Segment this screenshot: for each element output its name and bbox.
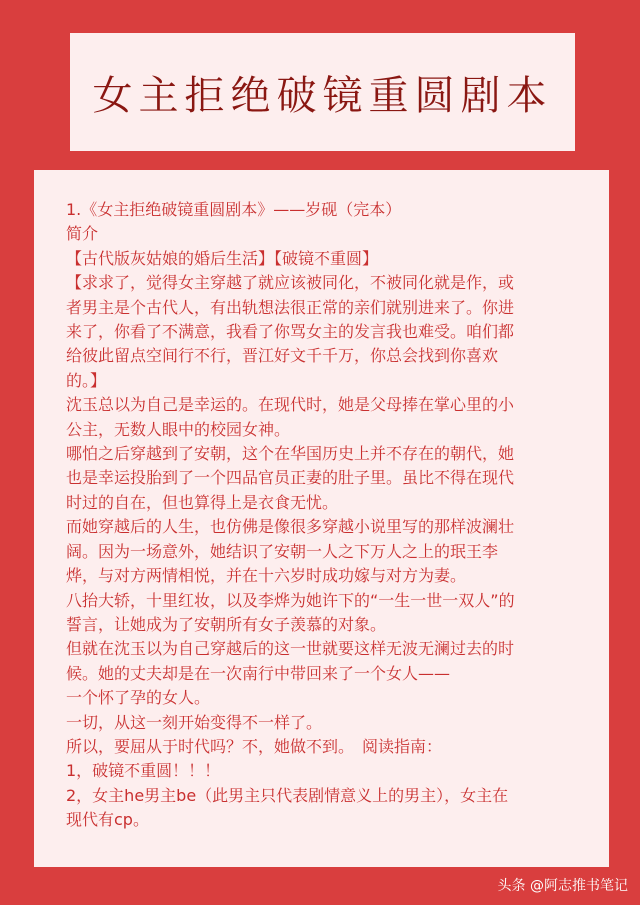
text-line: 现代有cp。	[66, 810, 149, 830]
text-line: 2，女主he男主be（此男主只代表剧情意义上的男主），女主在	[66, 785, 509, 805]
text-line: 一个怀了孕的女人。	[66, 688, 211, 708]
text-line: 给彼此留点空间行不行，晋江好文千千万，你总会找到你喜欢	[66, 346, 499, 366]
text-line: 1，破镜不重圆！！！	[66, 761, 221, 781]
text-line: 一切，从这一刻开始变得不一样了。	[66, 712, 323, 732]
text-line: 阔。因为一场意外，她结识了安朝一人之下万人之上的珉王李	[66, 541, 499, 561]
text-line: 也是幸运投胎到了一个四品官员正妻的肚子里。虽比不得在现代	[66, 468, 515, 488]
text-line: 的。】	[66, 370, 107, 390]
title-banner	[70, 33, 575, 151]
text-line: 但就在沈玉以为自己穿越后的这一世就要这样无波无澜过去的时	[66, 639, 515, 659]
watermark-text: 头条 @阿志推书笔记	[497, 878, 628, 894]
text-line: 所以，要屈从于时代吗？不，她做不到。 阅读指南：	[66, 736, 443, 756]
text-line: 哪怕之后穿越到了安朝，这个在华国历史上并不存在的朝代，她	[66, 444, 515, 464]
text-line: 沈玉总以为自己是幸运的。在现代时，她是父母捧在掌心里的小	[66, 395, 515, 415]
text-line: 简介	[66, 224, 99, 244]
text-line: 誓言，让她成为了安朝所有女子羡慕的对象。	[66, 614, 387, 634]
text-line: 而她穿越后的人生，也仿佛是像很多穿越小说里写的那样波澜壮	[66, 517, 515, 537]
text-line: 烨，与对方两情相悦，并在十六岁时成功嫁与对方为妻。	[66, 566, 467, 586]
text-line: 1.《女主拒绝破镜重圆剧本》——岁砚（完本）	[66, 200, 402, 219]
text-line: 公主，无数人眼中的校园女神。	[66, 419, 291, 439]
content-panel	[34, 170, 609, 867]
text-line: 者男主是个古代人，有出轨想法很正常的亲们就别进来了。你进	[66, 297, 515, 317]
page-title: 女主拒绝破镜重圆剧本	[92, 72, 553, 119]
text-line: 【求求了，觉得女主穿越了就应该被同化，不被同化就是作，或	[66, 273, 515, 293]
text-line: 候。她的丈夫却是在一次南行中带回来了一个女人——	[66, 663, 451, 683]
text-line: 来了，你看了不满意，我看了你骂女主的发言我也难受。咱们都	[66, 322, 515, 342]
text-line: 八抬大轿，十里红妆，以及李烨为她许下的“一生一世一双人”的	[66, 590, 515, 610]
text-line: 时过的自在，但也算得上是衣食无忧。	[66, 492, 339, 512]
text-line: 【古代版灰姑娘的婚后生活】【破镜不重圆】	[66, 248, 379, 268]
